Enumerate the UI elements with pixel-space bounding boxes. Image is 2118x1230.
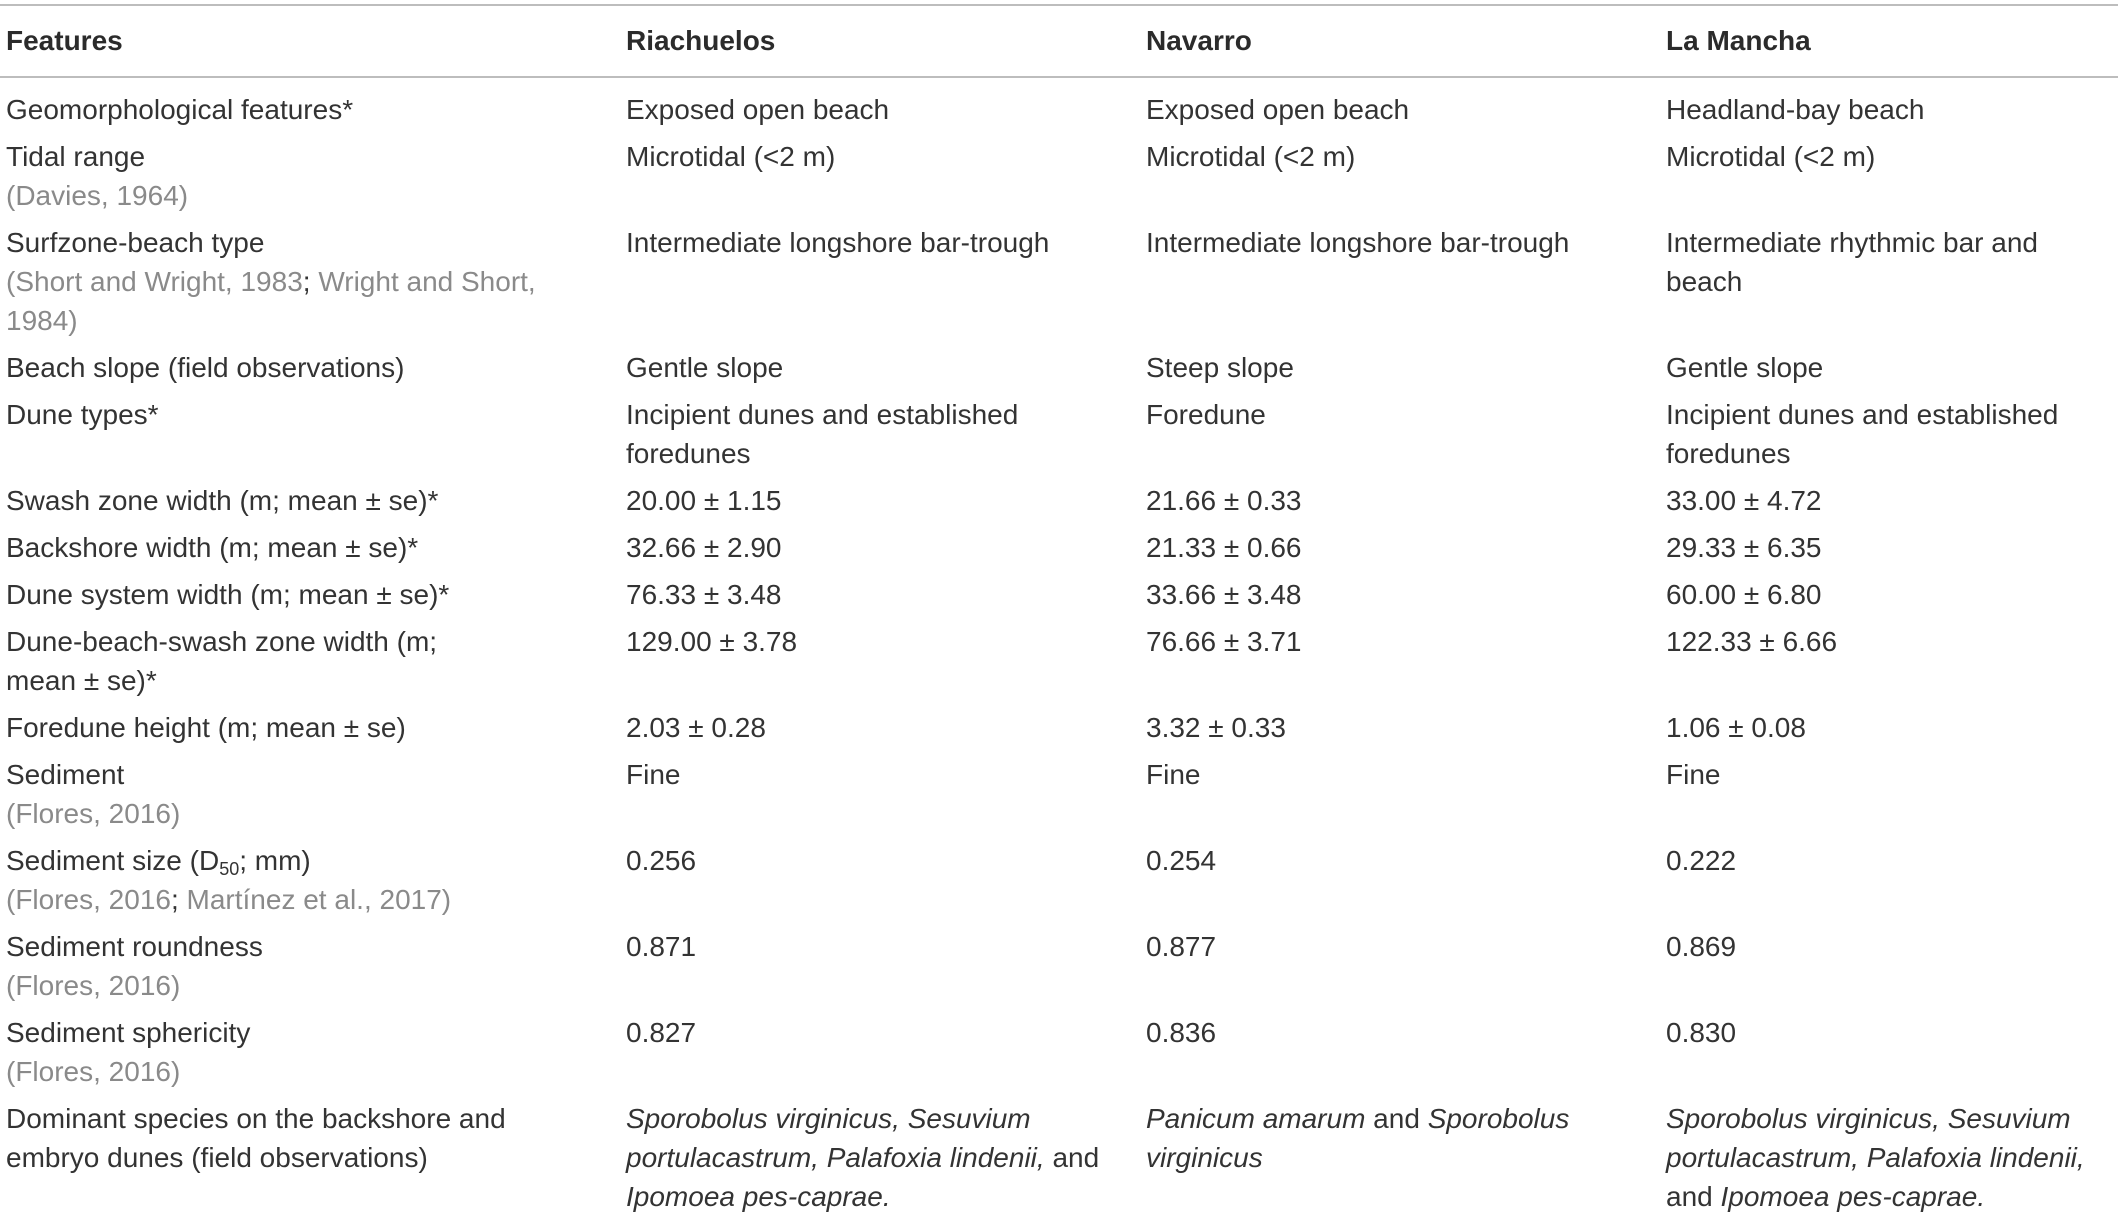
citation-link[interactable]: Flores, 2016	[15, 884, 171, 915]
table-row	[0, 1013, 2118, 1099]
riachuelos-cell: 2.03 ± 0.28	[626, 712, 766, 743]
riachuelos-cell: 20.00 ± 1.15	[626, 485, 782, 516]
citation-link[interactable]: Flores, 2016	[15, 798, 171, 829]
la-mancha-cell: Incipient dunes and established foredunes	[1666, 399, 2059, 469]
la-mancha-cell: Microtidal (<2 m)	[1666, 141, 1876, 172]
features-table	[0, 6, 2118, 1224]
feature-label: Sediment	[6, 759, 125, 790]
feature-cell: Beach slope (field observations)	[6, 352, 405, 383]
citation-link[interactable]: Wright and Short, 1984	[6, 266, 536, 336]
table-row	[0, 348, 2118, 395]
feature-cell: Dominant species on the backshore and embryo dunes (field observations)	[6, 1103, 506, 1173]
feature-cell: Surfzone-beach type (Short and Wright, 1983; Wright and Short, 1984)	[6, 227, 536, 336]
navarro-cell: 76.66 ± 3.71	[1146, 626, 1302, 657]
riachuelos-cell: Gentle slope	[626, 352, 784, 383]
table-row	[0, 137, 2118, 223]
navarro-cell: 33.66 ± 3.48	[1146, 579, 1302, 610]
riachuelos-cell: Fine	[626, 759, 681, 790]
table-row	[0, 755, 2118, 841]
navarro-cell: 3.32 ± 0.33	[1146, 712, 1286, 743]
riachuelos-cell: 76.33 ± 3.48	[626, 579, 782, 610]
navarro-cell: 0.254	[1146, 845, 1217, 876]
la-mancha-cell: Headland-bay beach	[1666, 94, 1925, 125]
feature-cell: Sediment sphericity (Flores, 2016)	[6, 1017, 251, 1087]
feature-label: Sediment roundness	[6, 931, 263, 962]
navarro-cell: Intermediate longshore bar-trough	[1146, 227, 1570, 258]
citation-link[interactable]: Martínez et al., 2017	[186, 884, 442, 915]
la-mancha-cell: Fine	[1666, 759, 1721, 790]
feature-label: Surfzone-beach type	[6, 227, 265, 258]
header-features: Features	[6, 25, 123, 56]
table-row	[0, 927, 2118, 1013]
citation-link[interactable]: Davies, 1964	[15, 180, 179, 211]
feature-cell: Sediment size ($D_{50}$; mm) (Flores, 2016; Martínez et al., 2017)	[6, 845, 452, 915]
riachuelos-cell: 129.00 ± 3.78	[626, 626, 798, 657]
feature-label: Sediment sphericity	[6, 1017, 251, 1048]
la-mancha-cell: 29.33 ± 6.35	[1666, 532, 1822, 563]
feature-cell: Tidal range (Davies, 1964)	[6, 141, 189, 211]
feature-cell: Geomorphological features*	[6, 94, 354, 125]
table-row	[0, 708, 2118, 755]
table-row	[0, 481, 2118, 528]
riachuelos-cell: 0.827	[626, 1017, 697, 1048]
feature-cell: Swash zone width (m; mean ± se)*	[6, 485, 439, 516]
la-mancha-cell: 60.00 ± 6.80	[1666, 579, 1822, 610]
feature-cell: Dune system width (m; mean ± se)*	[6, 579, 450, 610]
la-mancha-cell: Intermediate rhythmic bar and beach	[1666, 227, 2038, 297]
citation-link[interactable]: Short and Wright, 1983	[15, 266, 303, 297]
la-mancha-cell: 33.00 ± 4.72	[1666, 485, 1822, 516]
riachuelos-cell: Intermediate longshore bar-trough	[626, 227, 1050, 258]
citation-link[interactable]: Flores, 2016	[15, 970, 171, 1001]
la-mancha-cell: 0.869	[1666, 931, 1737, 962]
riachuelos-cell: Microtidal (<2 m)	[626, 141, 836, 172]
table-row	[0, 223, 2118, 348]
table-row	[0, 528, 2118, 575]
feature-cell: Dune-beach-swash zone width (m; mean ± se)*	[6, 626, 438, 696]
la-mancha-cell: 1.06 ± 0.08	[1666, 712, 1806, 743]
table-row	[0, 395, 2118, 481]
la-mancha-cell: 0.830	[1666, 1017, 1737, 1048]
navarro-cell: 0.836	[1146, 1017, 1217, 1048]
feature-cell: Sediment (Flores, 2016)	[6, 759, 181, 829]
navarro-cell: Foredune	[1146, 399, 1266, 430]
table-header-row	[0, 6, 2118, 76]
feature-label: Sediment size ($D_{50}$; mm)	[6, 845, 311, 879]
navarro-cell: Exposed open beach	[1146, 94, 1410, 125]
citation-link[interactable]: Flores, 2016	[15, 1056, 171, 1087]
feature-label: Tidal range	[6, 141, 146, 172]
riachuelos-cell: 32.66 ± 2.90	[626, 532, 782, 563]
navarro-cell: 21.66 ± 0.33	[1146, 485, 1302, 516]
la-mancha-cell: Sporobolus virginicus, Sesuvium portulacastrum, Palafoxia lindenii, and Ipomoea pes-caprae.	[1666, 1103, 2085, 1212]
header-navarro: Navarro	[1146, 25, 1252, 56]
table-row	[0, 622, 2118, 708]
riachuelos-cell: Exposed open beach	[626, 94, 890, 125]
navarro-cell: Panicum amarum and Sporobolus virginicus	[1146, 1103, 1570, 1173]
table-row	[0, 575, 2118, 622]
riachuelos-cell: 0.256	[626, 845, 697, 876]
la-mancha-cell: 122.33 ± 6.66	[1666, 626, 1838, 657]
navarro-cell: Steep slope	[1146, 352, 1294, 383]
la-mancha-cell: 0.222	[1666, 845, 1737, 876]
feature-cell: Sediment roundness (Flores, 2016)	[6, 931, 263, 1001]
feature-cell: Dune types*	[6, 399, 159, 430]
header-riachuelos: Riachuelos	[626, 25, 776, 56]
navarro-cell: Microtidal (<2 m)	[1146, 141, 1356, 172]
feature-cell: Backshore width (m; mean ± se)*	[6, 532, 419, 563]
riachuelos-cell: 0.871	[626, 931, 697, 962]
header-la-mancha: La Mancha	[1666, 25, 1811, 56]
table-row	[0, 841, 2118, 927]
navarro-cell: 21.33 ± 0.66	[1146, 532, 1302, 563]
navarro-cell: 0.877	[1146, 931, 1217, 962]
feature-cell: Foredune height (m; mean ± se)	[6, 712, 406, 743]
table-row	[0, 76, 2118, 137]
navarro-cell: Fine	[1146, 759, 1201, 790]
riachuelos-cell: Sporobolus virginicus, Sesuvium portulacastrum, Palafoxia lindenii, and Ipomoea pes-caprae.	[626, 1103, 1100, 1212]
la-mancha-cell: Gentle slope	[1666, 352, 1824, 383]
riachuelos-cell: Incipient dunes and established foredunes	[626, 399, 1019, 469]
table-row	[0, 1099, 2118, 1224]
